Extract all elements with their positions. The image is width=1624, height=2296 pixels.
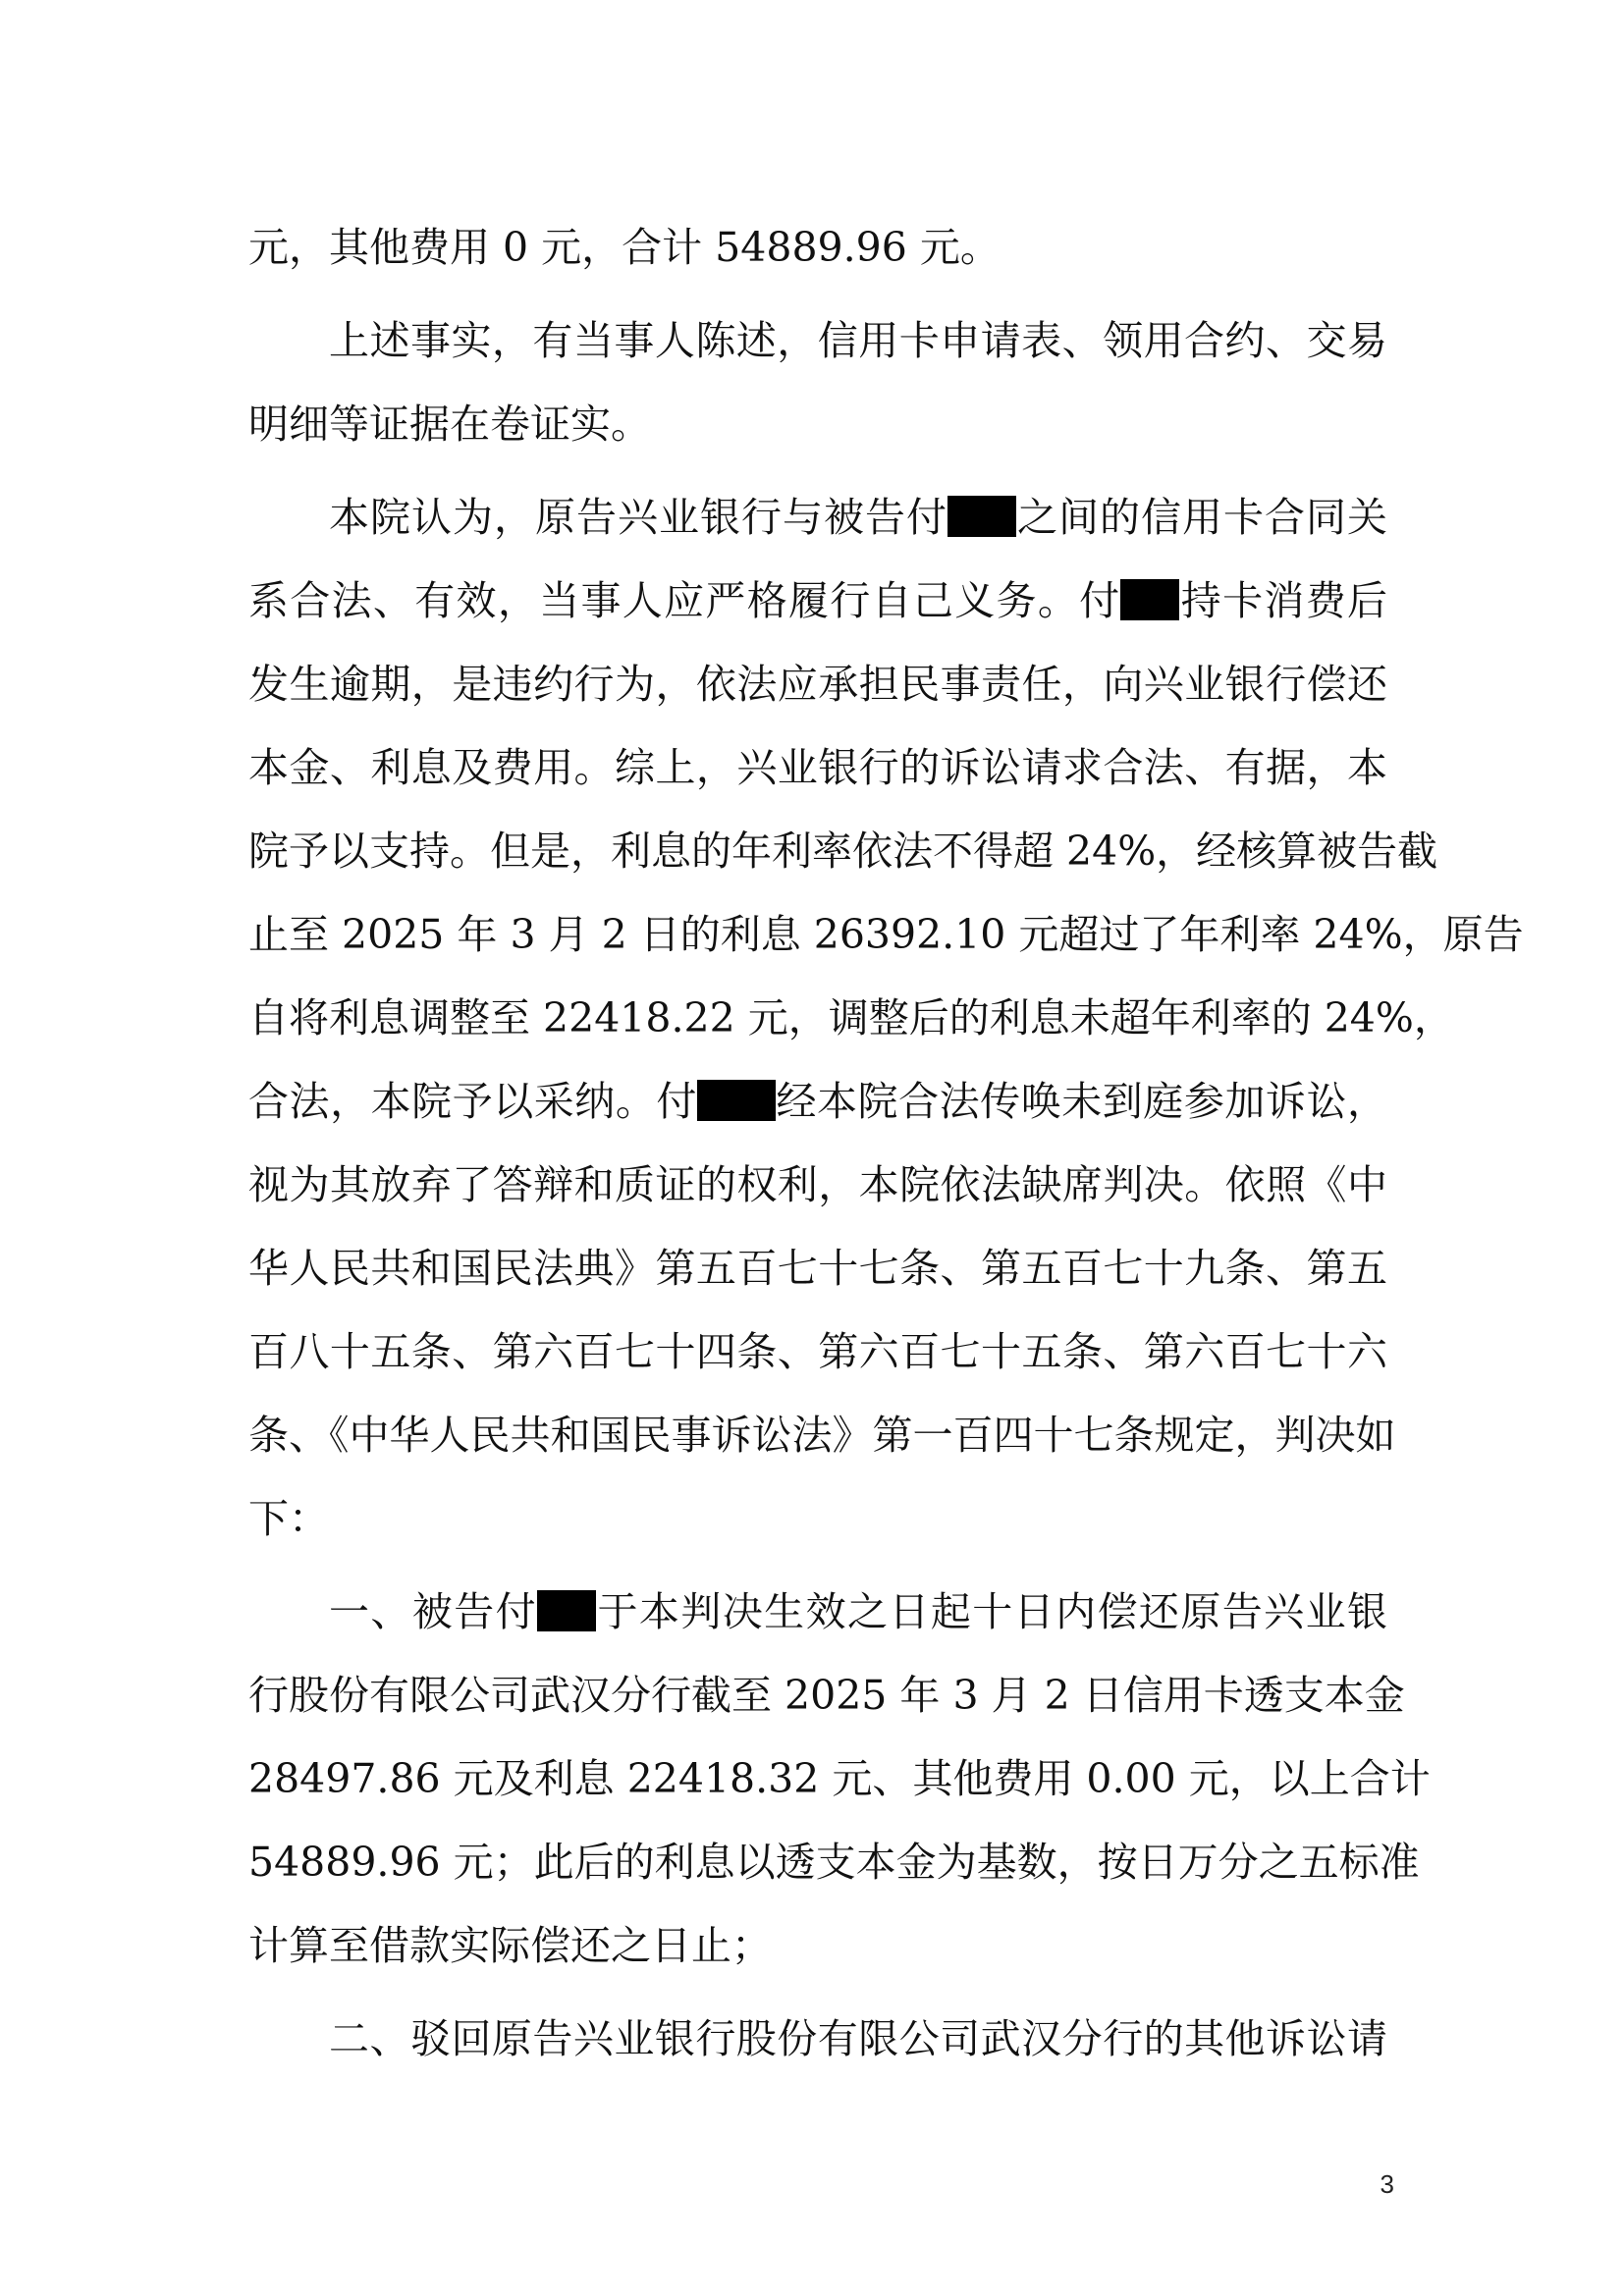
paragraph-line xyxy=(329,488,1387,547)
paragraph-line xyxy=(248,395,1387,454)
redaction-block xyxy=(1120,579,1179,620)
paragraph-line xyxy=(329,311,1387,370)
paragraph-line xyxy=(248,1666,1405,1725)
paragraph-line xyxy=(248,1406,1396,1465)
text-segment: 院予以支持。但是，利息的年利率依法不得超 24%，经核算被告截 xyxy=(248,828,1438,875)
text-segment: 一、被告付 xyxy=(329,1588,538,1635)
text-segment: 本金、利息及费用。综上，兴业银行的诉讼请求合法、有据，本 xyxy=(248,744,1387,791)
page-number: 3 xyxy=(1380,2169,1394,2199)
paragraph-line xyxy=(248,1155,1387,1214)
text-segment: 计算至借款实际偿还之日止； xyxy=(248,1922,772,1969)
text-segment: 28497.86 元及利息 22418.32 元、其他费用 0.00 元，以上合计 xyxy=(248,1755,1431,1802)
text-segment: 百八十五条、第六百七十四条、第六百七十五条、第六百七十六 xyxy=(248,1328,1387,1375)
text-segment: 华人民共和国民法典》第五百七十七条、第五百七十九条、第五 xyxy=(248,1245,1387,1292)
text-segment: 视为其放弃了答辩和质证的权利，本院依法缺席判决。依照《中 xyxy=(248,1161,1387,1208)
text-segment: 54889.96 元；此后的利息以透支本金为基数，按日万分之五标准 xyxy=(248,1839,1420,1886)
text-segment: 二、驳回原告兴业银行股份有限公司武汉分行的其他诉讼请 xyxy=(329,2015,1387,2062)
text-segment: 上述事实，有当事人陈述，信用卡申请表、领用合约、交易 xyxy=(329,317,1387,364)
paragraph-line xyxy=(248,1072,1387,1131)
paragraph-line xyxy=(248,655,1387,714)
text-segment: 发生逾期，是违约行为，依法应承担民事责任，向兴业银行偿还 xyxy=(248,661,1387,708)
text-segment: 合法，本院予以采纳。付 xyxy=(248,1078,697,1125)
paragraph-line xyxy=(248,905,1524,964)
paragraph-line xyxy=(248,1322,1387,1381)
paragraph-line xyxy=(248,988,1454,1047)
text-segment: 系合法、有效，当事人应严格履行自己义务。付 xyxy=(248,577,1121,624)
redaction-block xyxy=(947,496,1016,537)
paragraph-line xyxy=(329,1582,1387,1641)
text-segment: 止至 2025 年 3 月 2 日的利息 26392.10 元超过了年利率 24%，原告 xyxy=(248,911,1524,958)
paragraph-line xyxy=(329,2009,1387,2068)
text-segment: 明细等证据在卷证实。 xyxy=(248,400,651,448)
paragraph-line xyxy=(248,822,1438,881)
paragraph-line xyxy=(248,571,1387,630)
paragraph-line xyxy=(248,1916,1387,1975)
paragraph-line xyxy=(248,1749,1431,1808)
text-segment: 于本判决生效之日起十日内偿还原告兴业银 xyxy=(596,1588,1388,1635)
text-segment: 本院认为，原告兴业银行与被告付 xyxy=(329,494,947,541)
redaction-block xyxy=(697,1080,776,1121)
text-segment: 下： xyxy=(248,1495,329,1542)
redaction-block xyxy=(537,1590,596,1631)
text-segment: 持卡消费后 xyxy=(1179,577,1388,624)
text-segment: 元，其他费用 0 元，合计 54889.96 元。 xyxy=(248,224,1001,271)
text-segment: 行股份有限公司武汉分行截至 2025 年 3 月 2 日信用卡透支本金 xyxy=(248,1672,1405,1719)
paragraph-line xyxy=(248,738,1387,797)
text-segment: 经本院合法传唤未到庭参加诉讼， xyxy=(775,1078,1387,1125)
paragraph-line xyxy=(248,218,1387,277)
paragraph-line xyxy=(248,1489,1387,1548)
text-segment: 自将利息调整至 22418.22 元，调整后的利息未超年利率的 24%， xyxy=(248,994,1454,1041)
text-segment: 条、《中华人民共和国民事诉讼法》第一百四十七条规定，判决如 xyxy=(248,1412,1396,1459)
paragraph-line xyxy=(248,1239,1387,1298)
text-segment: 之间的信用卡合同关 xyxy=(1016,494,1387,541)
paragraph-line xyxy=(248,1833,1420,1892)
